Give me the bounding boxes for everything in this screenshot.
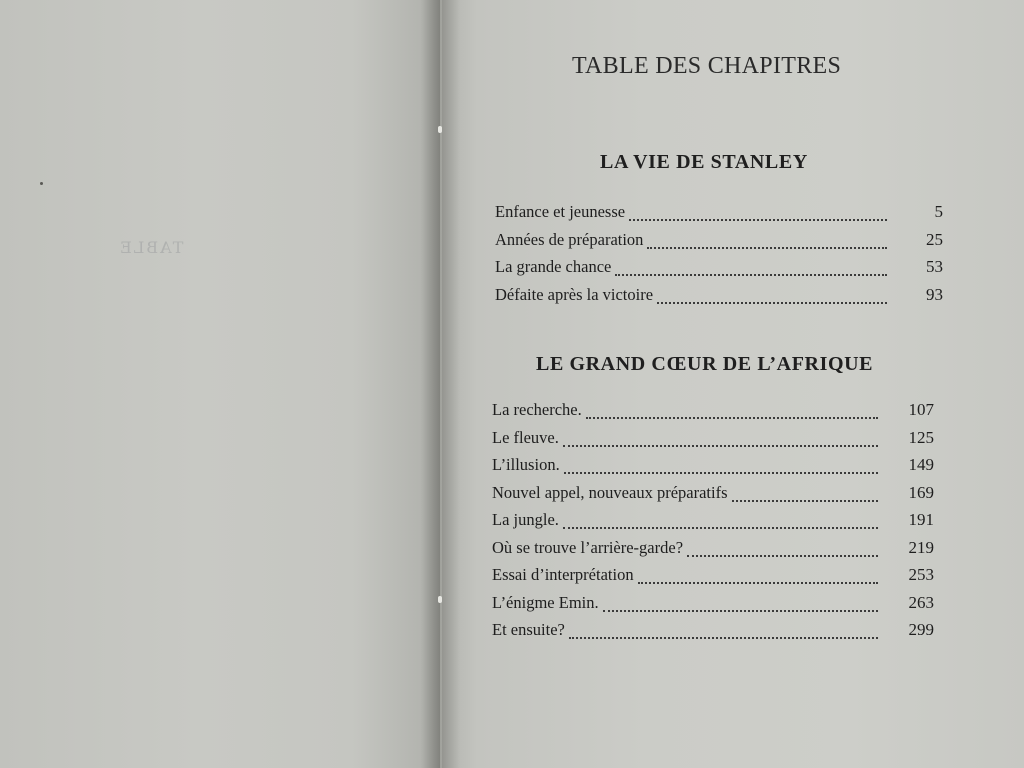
toc-entry-page: 53 [926,257,943,276]
dot-leader [563,437,878,447]
toc-entry [495,202,943,230]
toc-entry [492,593,940,621]
dot-leader [615,266,887,276]
toc-entry [492,428,940,456]
bleed-through-text: TABLE [118,238,184,257]
left-page [0,0,440,768]
toc-entry-page: 169 [908,482,934,502]
toc-entry-title: Nouvel appel, nouveaux préparatifs [492,482,728,502]
toc-entry [492,400,940,428]
dot-leader [657,294,887,304]
toc-entry-title: La recherche. [492,400,582,419]
toc-entry-page: 93 [926,284,943,304]
toc-entry-title: Où se trouve l’arrière-garde? [492,537,684,557]
toc-entry [492,538,940,566]
dot-leader [603,602,878,612]
dot-leader [638,574,878,584]
toc-list-section-1 [495,202,943,312]
toc-entry-title: Années de préparation [495,229,644,249]
toc-entry-title: Et ensuite? [492,620,565,639]
toc-entry-page: 219 [908,537,934,557]
toc-entry [492,455,940,483]
toc-entry-page: 125 [908,427,934,447]
toc-entry [495,285,943,313]
paper-speck [40,182,43,185]
toc-entry-title: Essai d’interprétation [492,565,634,584]
toc-entry [492,510,940,538]
section-heading-le-grand-coeur-de-l-afrique: LE GRAND CŒUR DE L’AFRIQUE [536,353,874,375]
dot-leader [569,629,878,639]
toc-entry-title: Le fleuve. [492,427,559,447]
toc-entry [492,620,940,648]
toc-entry-page: 149 [908,455,934,474]
dot-leader [732,492,878,502]
toc-list-section-2 [492,400,940,648]
toc-entry-page: 299 [908,620,934,639]
toc-entry [492,565,940,593]
toc-entry-title: Défaite après la victoire [495,284,654,304]
toc-entry-page: 191 [908,510,934,529]
toc-entry-title: La jungle. [492,510,559,529]
dot-leader [564,464,878,474]
section-heading-la-vie-de-stanley: LA VIE DE STANLEY [600,151,808,173]
toc-entry-page: 5 [934,202,943,221]
toc-entry [492,483,940,511]
toc-entry-page: 263 [908,592,934,612]
toc-entry [495,230,943,258]
toc-entry [495,257,943,285]
right-page [442,0,1024,768]
toc-entry-title: L’énigme Emin. [492,592,599,612]
page-title: TABLE DES CHAPITRES [572,53,842,79]
toc-entry-page: 25 [926,229,943,249]
dot-leader [647,239,887,249]
toc-entry-page: 107 [908,400,934,419]
dot-leader [629,211,887,221]
toc-entry-page: 253 [908,565,934,584]
dot-leader [586,409,878,419]
dot-leader [687,547,878,557]
toc-entry-title: La grande chance [495,257,612,276]
toc-entry-title: L’illusion. [492,455,560,474]
toc-entry-title: Enfance et jeunesse [495,202,626,221]
book-gutter [420,0,460,768]
dot-leader [563,519,878,529]
